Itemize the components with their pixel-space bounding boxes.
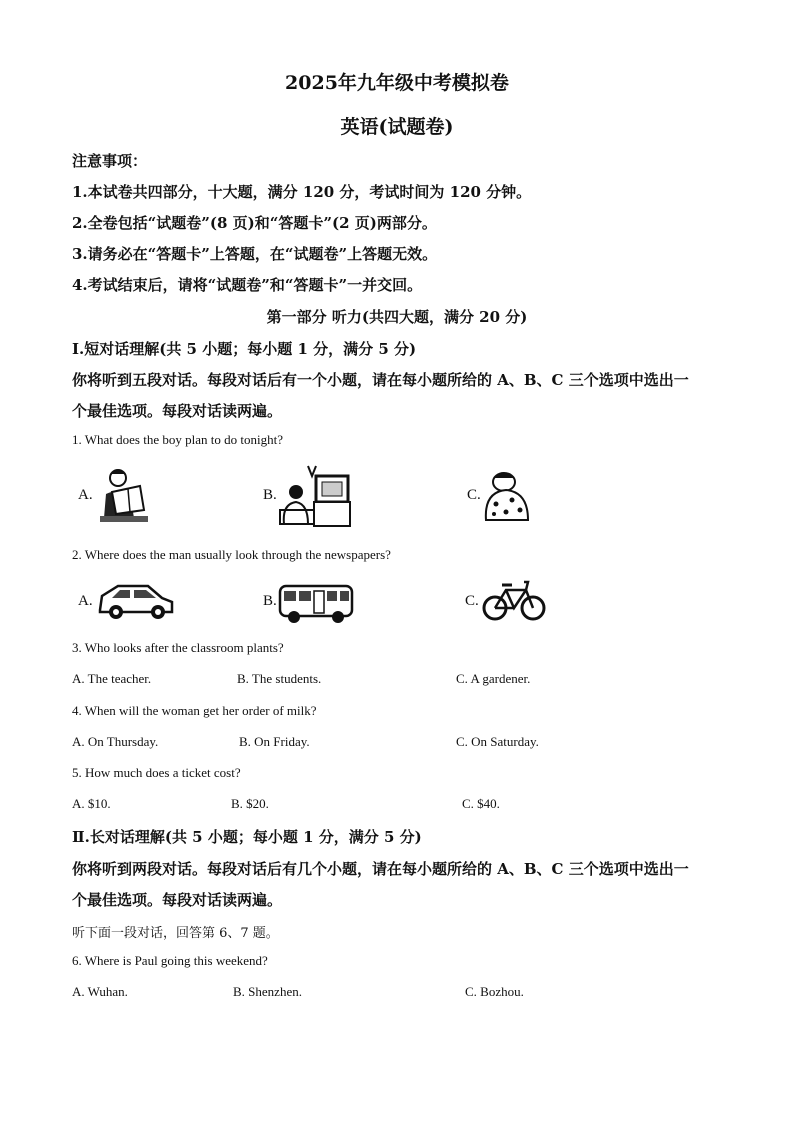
note-item: 4.考试结束后，请将“试题卷”和“答题卡”一并交回。 xyxy=(72,276,423,294)
boy-sleeping-icon xyxy=(482,470,532,524)
section1-heading: Ⅰ.短对话理解(共 5 小题；每小题 1 分，满分 5 分) xyxy=(72,340,417,358)
car-icon xyxy=(96,580,176,622)
q2-option-b-label: B. xyxy=(263,593,277,609)
q2-option-c-label: C. xyxy=(465,593,479,609)
question-6: 6. Where is Paul going this weekend? xyxy=(72,953,268,968)
boy-watching-tv-icon xyxy=(278,462,352,528)
boy-reading-icon xyxy=(96,466,152,524)
question-2: 2. Where does the man usually look through the newspapers? xyxy=(72,547,391,562)
note-item: 1.本试卷共四部分，十大题，满分 120 分，考试时间为 120 分钟。 xyxy=(72,183,532,201)
section2-instruction: 你将听到两段对话。每段对话后有几个小题，请在每小题所给的 A、B、C 三个选项中选出一 xyxy=(72,860,689,878)
q5-option-b: B. $20. xyxy=(231,796,269,811)
question-3: 3. Who looks after the classroom plants? xyxy=(72,640,284,655)
note-item: 2.全卷包括“试题卷”(8 页)和“答题卡”(2 页)两部分。 xyxy=(72,214,437,232)
q4-option-b: B. On Friday. xyxy=(239,734,310,749)
q3-option-c: C. A gardener. xyxy=(456,671,531,686)
q3-option-a: A. The teacher. xyxy=(72,671,152,686)
note-item: 3.请务必在“答题卡”上答题，在“试题卷”上答题无效。 xyxy=(72,245,438,263)
section2-instruction: 个最佳选项。每段对话读两遍。 xyxy=(72,891,283,909)
question-5: 5. How much does a ticket cost? xyxy=(72,765,241,780)
q2-option-a-label: A. xyxy=(78,593,93,609)
q1-option-b-label: B. xyxy=(263,487,277,503)
question-4: 4. When will the woman get her order of milk? xyxy=(72,703,317,718)
q6-option-b: B. Shenzhen. xyxy=(233,984,302,999)
page-subtitle: 英语(试题卷) xyxy=(340,116,454,138)
page-title: 2025年九年级中考模拟卷 xyxy=(285,72,509,94)
q4-option-c: C. On Saturday. xyxy=(456,734,539,749)
q6-option-c: C. Bozhou. xyxy=(465,984,524,999)
question-1: 1. What does the boy plan to do tonight? xyxy=(72,432,283,447)
q5-option-a: A. $10. xyxy=(72,796,111,811)
notes-heading: 注意事项： xyxy=(72,152,148,170)
section2-heading: Ⅱ.长对话理解(共 5 小题；每小题 1 分，满分 5 分) xyxy=(72,828,422,846)
q1-option-c-label: C. xyxy=(467,487,481,503)
q3-option-b: B. The students. xyxy=(237,671,322,686)
dialog-intro: 听下面一段对话，回答第 6、7 题。 xyxy=(72,926,279,941)
bicycle-icon xyxy=(482,576,546,624)
q4-option-a: A. On Thursday. xyxy=(72,734,159,749)
q6-option-a: A. Wuhan. xyxy=(72,984,128,999)
section1-instruction: 个最佳选项。每段对话读两遍。 xyxy=(72,402,283,420)
part1-heading: 第一部分 听力(共四大题，满分 20 分) xyxy=(266,308,528,326)
q1-option-a-label: A. xyxy=(78,487,93,503)
section1-instruction: 你将听到五段对话。每段对话后有一个小题，请在每小题所给的 A、B、C 三个选项中选出一 xyxy=(72,371,689,389)
q5-option-c: C. $40. xyxy=(462,796,500,811)
bus-icon xyxy=(278,582,354,624)
